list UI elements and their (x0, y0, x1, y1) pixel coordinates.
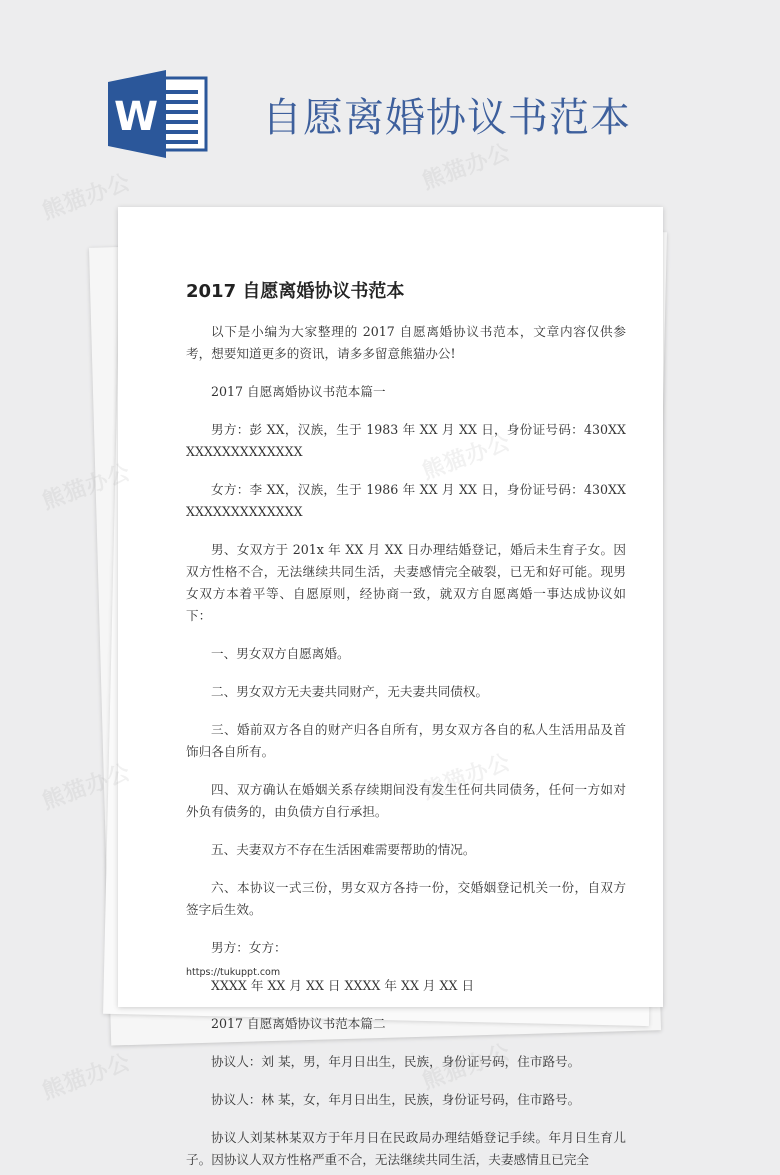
document-page (118, 207, 663, 1167)
section-heading-one: 2017 自愿离婚协议书范本篇一 (211, 384, 386, 399)
clause-2: 二、男女双方无夫妻共同财产，无夫妻共同债权。 (211, 684, 489, 699)
word-logo-icon (108, 70, 208, 158)
party-lin: 协议人：林 某，女，年月日出生，民族，身份证号码，住市路号。 (211, 1092, 581, 1107)
marriage-statement: 男、女双方于 201x 年 XX 月 XX 日办理结婚登记，婚后未生育子女。因双方性格不合，无法继续共同生活，夫妻感情完全破裂，已无和好可能。现男女双方本着平等、自愿原则，经协商一致，就双方自愿离婚一事达成协议如下： (186, 542, 626, 623)
clause-1: 一、男女双方自愿离婚。 (211, 646, 350, 661)
husband-info: 男方：彭 XX，汉族，生于 1983 年 XX 月 XX 日，身份证号码：430XXXXXXXXXXXXXXX (186, 422, 626, 459)
agreement-paragraph: 协议人刘某林某双方于年月日在民政局办理结婚登记手续。年月日生育儿子。因协议人双方性格严重不合，无法继续共同生活，夫妻感情且已完全 (186, 1130, 626, 1167)
date-line: XXXX 年 XX 月 XX 日 XXXX 年 XX 月 XX 日 (211, 978, 475, 993)
section-heading-two: 2017 自愿离婚协议书范本篇二 (211, 1016, 386, 1031)
clause-3: 三、婚前双方各自的财产归各自所有，男女双方各自的私人生活用品及首饰归各自所有。 (186, 722, 626, 759)
signature-line: 男方：女方： (211, 940, 287, 955)
document-title: 2017 自愿离婚协议书范本 (186, 281, 405, 302)
party-liu: 协议人：刘 某，男，年月日出生，民族，身份证号码，住市路号。 (211, 1054, 581, 1069)
wife-info: 女方：李 XX，汉族，生于 1986 年 XX 月 XX 日，身份证号码：430XXXXXXXXXXXXXXX (186, 482, 626, 519)
document-body (186, 321, 626, 1175)
page-title: 自愿离婚协议书范本 (262, 95, 631, 141)
clause-6: 六、本协议一式三份，男女双方各持一份，交婚姻登记机关一份，自双方签字后生效。 (186, 880, 626, 917)
clause-5: 五、夫妻双方不存在生活困难需要帮助的情况。 (211, 842, 476, 857)
footer-url: https://tukuppt.com (186, 967, 281, 978)
logo-letter: W (113, 94, 159, 140)
intro-paragraph: 以下是小编为大家整理的 2017 自愿离婚协议书范本，文章内容仅供参考，想要知道更多的资讯，请多多留意熊猫办公! (186, 324, 626, 361)
clause-4: 四、双方确认在婚姻关系存续期间没有发生任何共同债务，任何一方如对外负有债务的，由负债方自行承担。 (186, 782, 626, 819)
